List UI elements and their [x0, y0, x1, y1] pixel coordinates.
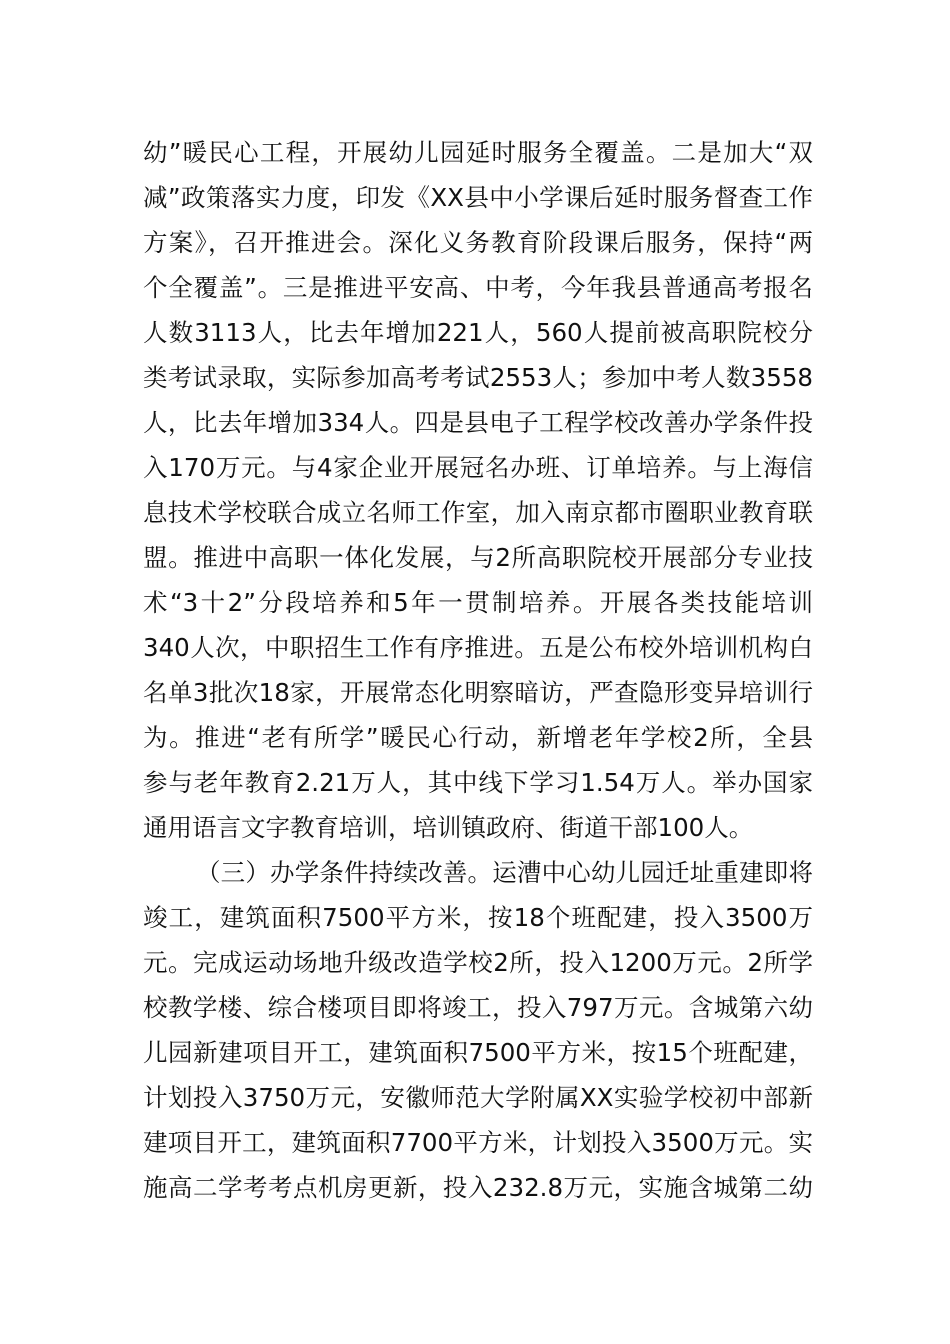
text-line: 竣工，建筑面积7500平方米，按18个班配建，投入3500万 [143, 903, 813, 932]
text-line: 人数3113人，比去年增加221人，560人提前被高职院校分 [143, 318, 813, 347]
section-heading-line: （三）办学条件持续改善。运漕中心幼儿园迁址重建即将 [196, 858, 813, 887]
text-line: 施高二学考考点机房更新，投入232.8万元，实施含城第二幼 [143, 1173, 813, 1202]
text-line: 名单3批次18家，开展常态化明察暗访，严查隐形变异培训行 [143, 678, 813, 707]
text-line: 人，比去年增加334人。四是县电子工程学校改善办学条件投 [143, 408, 813, 437]
text-line: 减”政策落实力度，印发《XX县中小学课后延时服务督查工作 [143, 183, 813, 212]
text-line: 儿园新建项目开工，建筑面积7500平方米，按15个班配建， [143, 1038, 813, 1067]
text-line: 计划投入3750万元，安徽师范大学附属XX实验学校初中部新 [143, 1083, 813, 1112]
text-line: 340人次，中职招生工作有序推进。五是公布校外培训机构白 [143, 633, 813, 662]
text-line: 息技术学校联合成立名师工作室，加入南京都市圈职业教育联 [143, 498, 813, 527]
text-line: 参与老年教育2.21万人，其中线下学习1.54万人。举办国家 [143, 768, 813, 797]
body-text [143, 130, 813, 1210]
text-line: 建项目开工，建筑面积7700平方米，计划投入3500万元。实 [143, 1128, 813, 1157]
text-line: 方案》，召开推进会。深化义务教育阶段课后服务，保持“两 [143, 228, 813, 257]
text-line: 为。推进“老有所学”暖民心行动，新增老年学校2所，全县 [143, 723, 813, 752]
text-line: 入170万元。与4家企业开展冠名办班、订单培养。与上海信 [143, 453, 813, 482]
text-line: 幼”暖民心工程，开展幼儿园延时服务全覆盖。二是加大“双 [143, 138, 813, 167]
text-line: 个全覆盖”。三是推进平安高、中考，今年我县普通高考报名 [143, 273, 813, 302]
text-line: 元。完成运动场地升级改造学校2所，投入1200万元。2所学 [143, 948, 813, 977]
text-line: 盟。推进中高职一体化发展，与2所高职院校开展部分专业技 [143, 543, 813, 572]
text-line: 通用语言文字教育培训，培训镇政府、街道干部100人。 [143, 813, 754, 842]
text-line: 术“3十2”分段培养和5年一贯制培养。开展各类技能培训 [143, 588, 813, 617]
text-line: 类考试录取，实际参加高考考试2553人；参加中考人数3558 [143, 363, 813, 392]
text-line: 校教学楼、综合楼项目即将竣工，投入797万元。含城第六幼 [143, 993, 813, 1022]
